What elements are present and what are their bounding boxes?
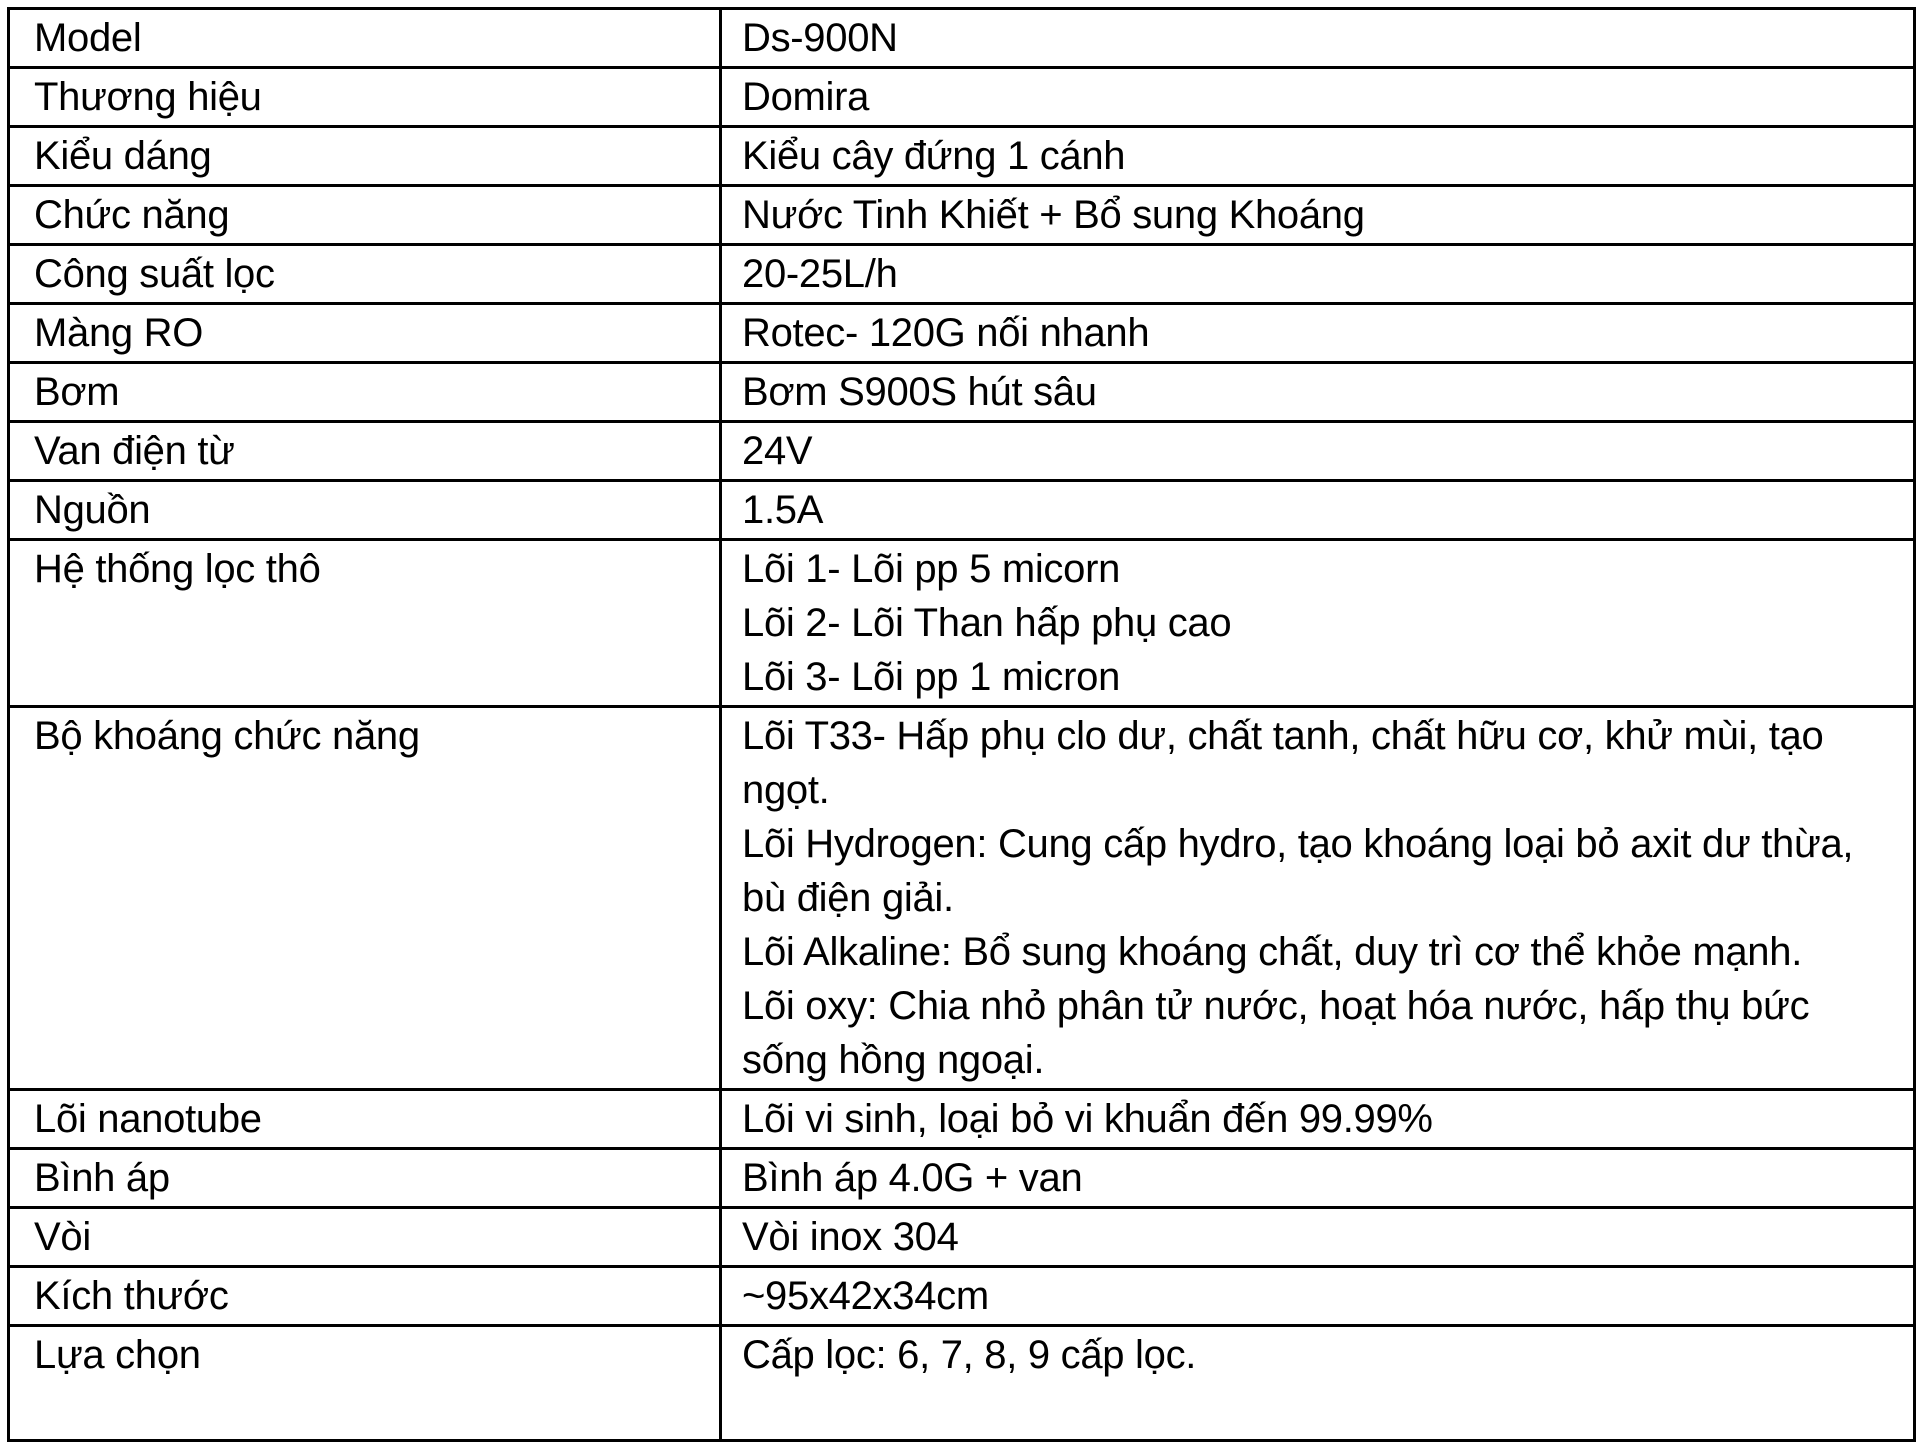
spec-value <box>721 1149 1915 1208</box>
spec-label: Model <box>9 9 721 68</box>
spec-label: Chức năng <box>9 186 721 245</box>
value-line: Lõi 1- Lõi pp 5 micorn <box>742 547 1121 591</box>
spec-label: Màng RO <box>9 304 721 363</box>
spec-value <box>721 707 1915 1090</box>
table-row <box>9 186 1915 245</box>
spec-value <box>721 422 1915 481</box>
spec-value <box>721 481 1915 540</box>
value-line: Rotec- 120G nối nhanh <box>742 311 1150 355</box>
value-line: Cấp lọc: 6, 7, 8, 9 cấp lọc. <box>742 1333 1197 1377</box>
spec-value <box>721 1090 1915 1149</box>
value-line: 20-25L/h <box>742 252 898 296</box>
value-line: Ds-900N <box>742 16 898 60</box>
table-row <box>9 422 1915 481</box>
value-line: Lõi T33- Hấp phụ clo dư, chất tanh, chất hữu cơ, khử mùi, tạo ngọt. <box>742 714 1824 812</box>
spec-value <box>721 1267 1915 1326</box>
table-row <box>9 363 1915 422</box>
spec-label: Bộ khoáng chức năng <box>9 707 721 1090</box>
spec-value <box>721 9 1915 68</box>
spec-label: Nguồn <box>9 481 721 540</box>
spec-value <box>721 68 1915 127</box>
table-row <box>9 9 1915 68</box>
spec-label: Hệ thống lọc thô <box>9 540 721 707</box>
value-line: Domira <box>742 75 870 119</box>
spec-label: Kiểu dáng <box>9 127 721 186</box>
value-line: Kiểu cây đứng 1 cánh <box>742 134 1126 178</box>
spec-label: Lựa chọn <box>9 1326 721 1441</box>
value-line: 24V <box>742 429 813 473</box>
table-row <box>9 1090 1915 1149</box>
spec-value <box>721 245 1915 304</box>
value-line: Bơm S900S hút sâu <box>742 370 1097 414</box>
table-row <box>9 707 1915 1090</box>
table-row <box>9 245 1915 304</box>
spec-label: Lõi nanotube <box>9 1090 721 1149</box>
spec-value <box>721 1208 1915 1267</box>
value-line: Lõi 2- Lõi Than hấp phụ cao <box>742 601 1232 645</box>
table-row <box>9 1326 1915 1441</box>
value-line: Lõi oxy: Chia nhỏ phân tử nước, hoạt hóa nước, hấp thụ bức sống hồng ngoại. <box>742 984 1810 1082</box>
spec-value <box>721 363 1915 422</box>
spec-value <box>721 186 1915 245</box>
table-row <box>9 540 1915 707</box>
spec-label: Công suất lọc <box>9 245 721 304</box>
table-row <box>9 304 1915 363</box>
value-line: Vòi inox 304 <box>742 1215 959 1259</box>
spec-label: Thương hiệu <box>9 68 721 127</box>
spec-value <box>721 1326 1915 1441</box>
table-row <box>9 1208 1915 1267</box>
value-line: Nước Tinh Khiết + Bổ sung Khoáng <box>742 193 1365 237</box>
spec-value <box>721 540 1915 707</box>
value-line: Lõi vi sinh, loại bỏ vi khuẩn đến 99.99% <box>742 1097 1433 1141</box>
table-row <box>9 1267 1915 1326</box>
spec-table <box>7 7 1916 1442</box>
spec-label: Bơm <box>9 363 721 422</box>
value-line: Lõi 3- Lõi pp 1 micron <box>742 655 1121 699</box>
value-line: Lõi Alkaline: Bổ sung khoáng chất, duy trì cơ thể khỏe mạnh. <box>742 930 1803 974</box>
value-line: 1.5A <box>742 488 824 532</box>
table-row <box>9 127 1915 186</box>
table-row <box>9 481 1915 540</box>
spec-label: Kích thước <box>9 1267 721 1326</box>
table-row <box>9 1149 1915 1208</box>
value-line: Lõi Hydrogen: Cung cấp hydro, tạo khoáng loại bỏ axit dư thừa, bù điện giải. <box>742 822 1854 920</box>
spec-label: Bình áp <box>9 1149 721 1208</box>
value-line: Bình áp 4.0G + van <box>742 1156 1083 1200</box>
spec-value <box>721 127 1915 186</box>
value-line: ~95x42x34cm <box>742 1274 989 1318</box>
spec-label: Van điện từ <box>9 422 721 481</box>
spec-label: Vòi <box>9 1208 721 1267</box>
spec-value <box>721 304 1915 363</box>
table-row <box>9 68 1915 127</box>
